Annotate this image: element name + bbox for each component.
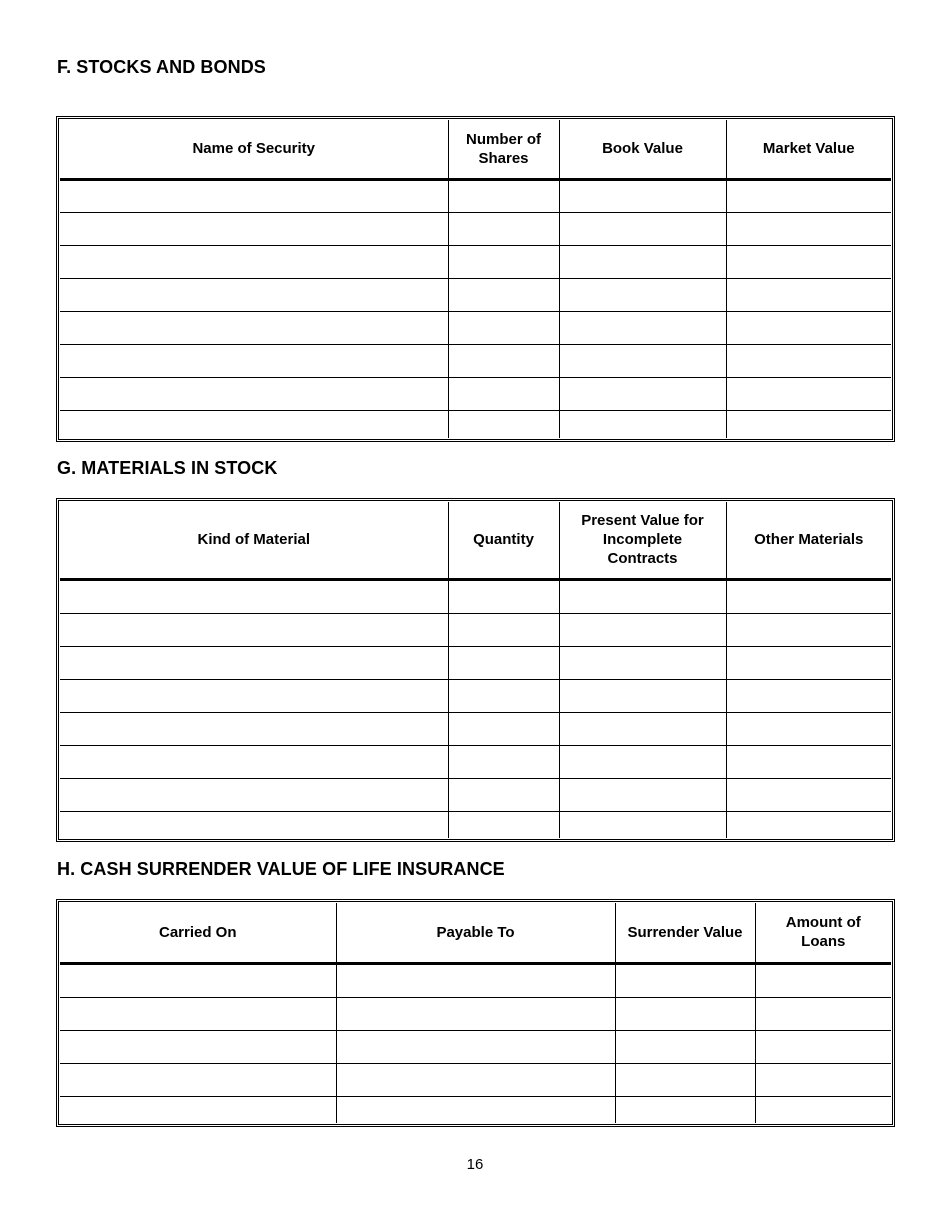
quantity-cell[interactable] — [448, 646, 559, 679]
material-kind-cell[interactable] — [60, 745, 448, 778]
market-value-cell[interactable] — [726, 212, 891, 245]
page-number: 16 — [466, 1156, 484, 1173]
shares-cell[interactable] — [448, 410, 559, 438]
life-insurance-table — [60, 903, 891, 1123]
material-kind-cell[interactable] — [60, 811, 448, 838]
table-row — [60, 579, 891, 613]
shares-cell[interactable] — [448, 311, 559, 344]
present-value-cell[interactable] — [559, 745, 726, 778]
book-value-cell[interactable] — [559, 278, 726, 311]
table-row — [60, 679, 891, 712]
market-value-cell[interactable] — [726, 278, 891, 311]
carried-on-cell[interactable] — [60, 1096, 336, 1123]
column-header-payable-to: Payable To — [336, 903, 615, 963]
shares-cell[interactable] — [448, 179, 559, 212]
table-header-row — [60, 120, 891, 179]
section-h-title: H. CASH SURRENDER VALUE OF LIFE INSURANCE — [57, 859, 505, 879]
quantity-cell[interactable] — [448, 579, 559, 613]
table-row — [60, 745, 891, 778]
section-f-title: F. STOCKS AND BONDS — [57, 57, 266, 77]
other-materials-cell[interactable] — [726, 811, 891, 838]
material-kind-cell[interactable] — [60, 778, 448, 811]
present-value-cell[interactable] — [559, 579, 726, 613]
stocks-bonds-table-frame — [56, 116, 895, 442]
table-row — [60, 1096, 891, 1123]
shares-cell[interactable] — [448, 245, 559, 278]
market-value-cell[interactable] — [726, 410, 891, 438]
shares-cell[interactable] — [448, 278, 559, 311]
table-row — [60, 410, 891, 438]
surrender-value-cell[interactable] — [615, 1096, 755, 1123]
amount-of-loans-cell[interactable] — [755, 963, 891, 997]
table-row — [60, 646, 891, 679]
material-kind-cell[interactable] — [60, 679, 448, 712]
table-row — [60, 311, 891, 344]
quantity-cell[interactable] — [448, 712, 559, 745]
security-name-cell[interactable] — [60, 344, 448, 377]
materials-table-frame — [56, 498, 895, 842]
quantity-cell[interactable] — [448, 745, 559, 778]
carried-on-cell[interactable] — [60, 1063, 336, 1096]
present-value-cell[interactable] — [559, 646, 726, 679]
other-materials-cell[interactable] — [726, 613, 891, 646]
market-value-cell[interactable] — [726, 245, 891, 278]
present-value-cell[interactable] — [559, 679, 726, 712]
table-row — [60, 613, 891, 646]
column-header-market-value: Market Value — [726, 120, 891, 179]
other-materials-cell[interactable] — [726, 745, 891, 778]
carried-on-cell[interactable] — [60, 963, 336, 997]
other-materials-cell[interactable] — [726, 778, 891, 811]
security-name-cell[interactable] — [60, 179, 448, 212]
market-value-cell[interactable] — [726, 179, 891, 212]
column-header-kind-of-material: Kind of Material — [60, 502, 448, 579]
surrender-value-cell[interactable] — [615, 963, 755, 997]
other-materials-cell[interactable] — [726, 579, 891, 613]
table-row — [60, 245, 891, 278]
security-name-cell[interactable] — [60, 410, 448, 438]
table-row — [60, 278, 891, 311]
carried-on-cell[interactable] — [60, 997, 336, 1030]
book-value-cell[interactable] — [559, 245, 726, 278]
column-header-amount-of-loans: Amount of Loans — [755, 903, 891, 963]
materials-table — [60, 502, 891, 838]
payable-to-cell[interactable] — [336, 1096, 615, 1123]
present-value-cell[interactable] — [559, 613, 726, 646]
security-name-cell[interactable] — [60, 245, 448, 278]
amount-of-loans-cell[interactable] — [755, 1096, 891, 1123]
quantity-cell[interactable] — [448, 811, 559, 838]
surrender-value-cell[interactable] — [615, 997, 755, 1030]
material-kind-cell[interactable] — [60, 613, 448, 646]
table-row — [60, 811, 891, 838]
other-materials-cell[interactable] — [726, 712, 891, 745]
column-header-surrender-value: Surrender Value — [615, 903, 755, 963]
table-row — [60, 997, 891, 1030]
table-row — [60, 963, 891, 997]
payable-to-cell[interactable] — [336, 997, 615, 1030]
book-value-cell[interactable] — [559, 344, 726, 377]
market-value-cell[interactable] — [726, 311, 891, 344]
shares-cell[interactable] — [448, 212, 559, 245]
shares-cell[interactable] — [448, 344, 559, 377]
column-header-quantity: Quantity — [448, 502, 559, 579]
table-row — [60, 212, 891, 245]
amount-of-loans-cell[interactable] — [755, 1063, 891, 1096]
shares-cell[interactable] — [448, 377, 559, 410]
present-value-cell[interactable] — [559, 811, 726, 838]
security-name-cell[interactable] — [60, 212, 448, 245]
column-header-number-of-shares: Number of Shares — [448, 120, 559, 179]
table-row — [60, 344, 891, 377]
surrender-value-cell[interactable] — [615, 1063, 755, 1096]
quantity-cell[interactable] — [448, 679, 559, 712]
material-kind-cell[interactable] — [60, 579, 448, 613]
book-value-cell[interactable] — [559, 212, 726, 245]
present-value-cell[interactable] — [559, 712, 726, 745]
payable-to-cell[interactable] — [336, 1030, 615, 1063]
section-g-title: G. MATERIALS IN STOCK — [57, 458, 278, 478]
book-value-cell[interactable] — [559, 311, 726, 344]
column-header-name-of-security: Name of Security — [60, 120, 448, 179]
column-header-present-value: Present Value for Incomplete Contracts — [559, 502, 726, 579]
table-header-row — [60, 903, 891, 963]
material-kind-cell[interactable] — [60, 646, 448, 679]
table-row — [60, 1030, 891, 1063]
security-name-cell[interactable] — [60, 377, 448, 410]
column-header-book-value: Book Value — [559, 120, 726, 179]
column-header-other-materials: Other Materials — [726, 502, 891, 579]
stocks-bonds-table — [60, 120, 891, 438]
security-name-cell[interactable] — [60, 311, 448, 344]
amount-of-loans-cell[interactable] — [755, 1030, 891, 1063]
life-insurance-table-frame — [56, 899, 895, 1127]
present-value-cell[interactable] — [559, 778, 726, 811]
table-row — [60, 778, 891, 811]
payable-to-cell[interactable] — [336, 1063, 615, 1096]
column-header-carried-on: Carried On — [60, 903, 336, 963]
quantity-cell[interactable] — [448, 778, 559, 811]
table-header-row — [60, 502, 891, 579]
payable-to-cell[interactable] — [336, 963, 615, 997]
table-row — [60, 1063, 891, 1096]
table-row — [60, 712, 891, 745]
other-materials-cell[interactable] — [726, 679, 891, 712]
table-row — [60, 179, 891, 212]
book-value-cell[interactable] — [559, 179, 726, 212]
quantity-cell[interactable] — [448, 613, 559, 646]
security-name-cell[interactable] — [60, 278, 448, 311]
material-kind-cell[interactable] — [60, 712, 448, 745]
surrender-value-cell[interactable] — [615, 1030, 755, 1063]
market-value-cell[interactable] — [726, 377, 891, 410]
market-value-cell[interactable] — [726, 344, 891, 377]
amount-of-loans-cell[interactable] — [755, 997, 891, 1030]
book-value-cell[interactable] — [559, 377, 726, 410]
book-value-cell[interactable] — [559, 410, 726, 438]
other-materials-cell[interactable] — [726, 646, 891, 679]
table-row — [60, 377, 891, 410]
carried-on-cell[interactable] — [60, 1030, 336, 1063]
